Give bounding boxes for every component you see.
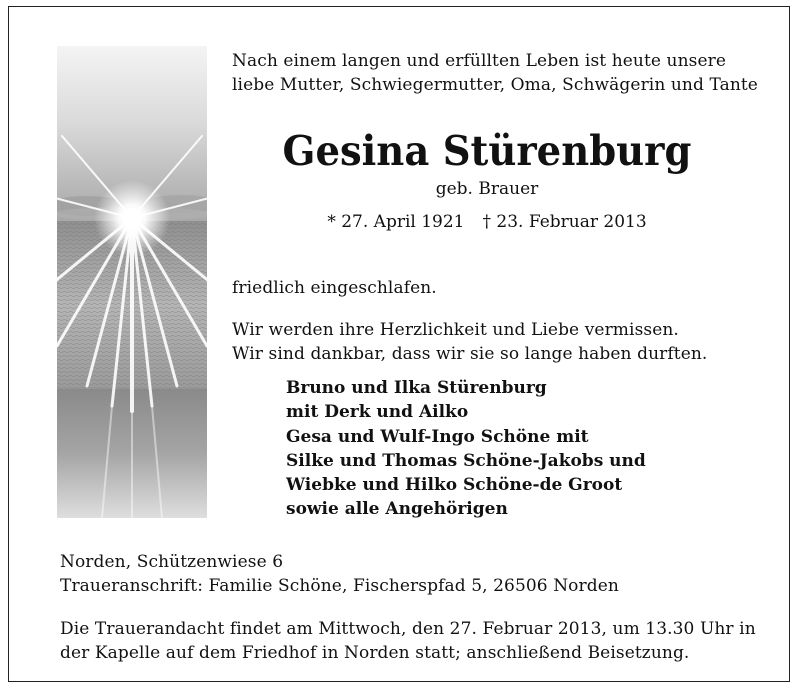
intro-line: liebe Mutter, Schwiegermutter, Oma, Schwägerin und Tante [232,75,758,95]
intro-text [232,49,758,97]
maiden-name: geb. Brauer [435,179,539,199]
mourner-line: Silke und Thomas Schöne-Jakobs und [286,450,646,471]
life-dates [232,210,742,234]
mourner-line: Gesa und Wulf-Ingo Schöne mit [286,426,589,447]
deceased-name: Gesina Stürenburg [282,127,692,175]
mourning-address-line: Traueranschrift: Familie Schöne, Fischerspfad 5, 26506 Norden [60,576,619,596]
birth-date: * 27. April 1921 [327,212,465,232]
remembrance-line: Wir werden ihre Herzlichkeit und Liebe vermissen. [232,320,679,340]
sunrise-over-sea-icon [57,46,207,518]
mourner-line: Wiebke und Hilko Schöne-de Groot [286,475,623,496]
service-line: der Kapelle auf dem Friedhof in Norden statt; anschließend Beisetzung. [60,643,690,663]
remembrance-text [232,318,707,366]
mourner-line: mit Derk und Ailko [286,402,469,423]
remembrance-line: Wir sind dankbar, dass wir sie so lange haben durften. [232,344,708,364]
address-block [60,550,619,598]
intro-line: Nach einem langen und erfüllten Leben ist heute unsere [232,51,727,71]
death-date: † 23. Februar 2013 [482,212,647,232]
service-line: Die Trauerandacht findet am Mittwoch, den 27. Februar 2013, um 13.30 Uhr in [60,619,756,639]
mourner-line: sowie alle Angehörigen [286,499,508,520]
service-info [60,617,756,665]
address-line: Norden, Schützenwiese 6 [60,552,284,572]
passing-text: friedlich eingeschlafen. [232,278,437,298]
mourner-line: Bruno und Ilka Stürenburg [286,378,547,398]
mourners-list [286,376,646,522]
